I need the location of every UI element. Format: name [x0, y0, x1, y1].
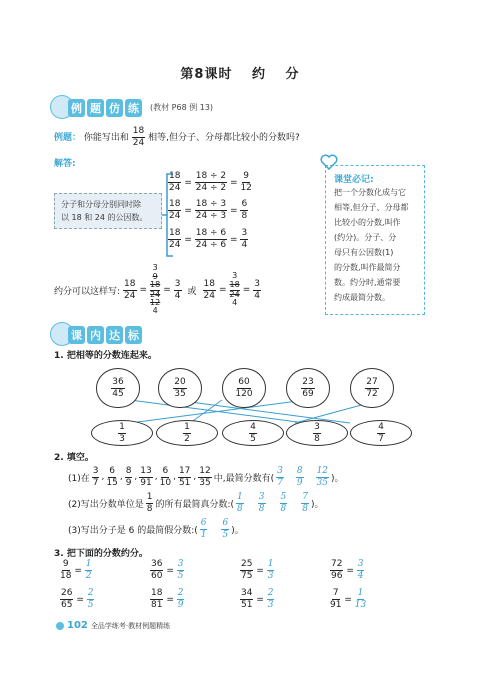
apple-card[interactable]: $\frac{60}{120}$ — [222, 368, 266, 408]
reduction-example: 约分可以这样写: $\frac{18}{24}$ = 3 9 18 24 12 4 = $\frac{3}{4}$ 或 $\frac{18}{24}$ = 3 18 24 4 = $\frac{3}{4}$ — [54, 263, 260, 316]
answer-fraction[interactable]: $\frac{3}{8}$ — [258, 491, 265, 514]
answer-fraction[interactable]: $\frac{12}{35}$ — [316, 465, 329, 488]
topic-char-1: 约 — [252, 67, 267, 82]
cancellation-stack: 3 18 24 4 — [229, 270, 240, 308]
reduction-grid — [60, 560, 420, 610]
question-3-label: 3. 把下面的分数约分。 — [54, 549, 148, 559]
apple-card[interactable]: $\frac{20}{35}$ — [158, 368, 202, 408]
answer-fraction[interactable]: $\frac{3}{7}$ — [277, 465, 283, 488]
apple-card[interactable]: $\frac{23}{69}$ — [286, 368, 330, 408]
apple-card[interactable]: $\frac{36}{45}$ — [96, 368, 140, 408]
question-2-label: 2. 填空。 — [54, 453, 94, 463]
answer-fraction[interactable]: $\frac{6}{1}$ — [200, 517, 207, 540]
answer-fraction[interactable]: $\frac{7}{8}$ — [302, 491, 308, 514]
plate-card[interactable]: $\frac{4}{7}$ — [350, 420, 412, 446]
footer — [56, 620, 170, 631]
reduction-item: $\frac{26}{65}$ = $\frac{2}{5}$ — [61, 588, 94, 610]
equation-list — [168, 172, 252, 257]
memo-heading: 课堂必记: — [334, 175, 374, 185]
lesson-title — [0, 63, 480, 82]
question-1-label: 1. 把相等的分数连起来。 — [54, 351, 157, 361]
textbook-reference: (教材 P68 例 13) — [150, 102, 214, 112]
section-title-practice: 课 内 达 标 — [68, 324, 144, 344]
section-header-example — [50, 94, 213, 120]
reduction-item: $\frac{25}{75}$ = $\frac{1}{3}$ — [241, 559, 274, 581]
reduction-item: $\frac{72}{96}$ = $\frac{3}{4}$ — [331, 559, 364, 581]
plate-card[interactable]: $\frac{1}{3}$ — [91, 420, 153, 446]
footer-text: 全品学练考·教材例题精练 — [90, 621, 171, 630]
answer-fraction[interactable]: $\frac{8}{9}$ — [296, 465, 303, 488]
answer-fraction[interactable]: $\frac{5}{8}$ — [280, 491, 287, 514]
q2-part-2: (2)写出分数单位是 $\frac{1}{8}$ 的所有最简真分数:( $\frac{1}{8}$ $\frac{3}{8}$ $\frac{5}{8}$ $\frac{7}{8}$ )。 — [68, 491, 324, 514]
footer-dot-icon — [56, 622, 64, 630]
topic-char-2: 分 — [285, 67, 300, 82]
reduction-item: $\frac{7}{91}$ = $\frac{1}{13}$ — [330, 588, 367, 610]
answer-fraction[interactable]: $\frac{1}{8}$ — [237, 491, 243, 514]
hint-note: 分子和分母分别同时除 以 18 和 24 的公因数。 — [54, 193, 162, 229]
equation-row: $\frac{18}{24}$ = $\frac{18 \div 6}{24 \div 6}$ = $\frac{3}{4}$ — [169, 228, 248, 250]
plate-card[interactable]: $\frac{1}{2}$ — [156, 420, 218, 446]
cancellation-stack: 3 9 18 24 12 4 — [150, 263, 161, 316]
q2-part-3: (3)写出分子是 6 的最简假分数:( $\frac{6}{1}$ $\frac{6}{5}$ )。 — [68, 517, 244, 540]
equation-row: $\frac{18}{24}$ = $\frac{18 \div 3}{24 \div 3}$ = $\frac{6}{8}$ — [169, 199, 248, 221]
answer-label: 解答: — [54, 159, 76, 169]
memo-box — [325, 165, 425, 315]
plate-card[interactable]: $\frac{4}{5}$ — [222, 420, 284, 446]
q2-part-1: (1)在 $\frac{3}{7}$ , $\frac{6}{15}$ , $\frac{8}{9}$ , $\frac{13}{91}$ , $\frac{6}{10}$ , $\frac{17}{51}$ , $\frac{12}{35}$ 中,最简分数有( $\frac{3}{7}$ $\frac{8}{9}$ $\frac{12}{35}$ )。 — [68, 465, 344, 488]
section-header-practice — [50, 321, 144, 347]
page-number: 102 — [67, 620, 88, 631]
example-question: 例题： 你能写出和 $\frac{18}{24}$ 相等,但分子、分母都比较小的分数吗? — [54, 126, 300, 148]
memo-body: 把一个分数化成与它 相等,但分子、分母都 比较小的分数,叫作 (约分)。分子、分 母只有公因数(1) 的分数,叫作最简分 数。约分时,通常要 约成最简分数。 — [334, 188, 409, 302]
reduction-item: $\frac{36}{60}$ = $\frac{3}{5}$ — [151, 559, 184, 581]
fraction: $\frac{18}{24}$ — [132, 126, 145, 148]
section-title-example: 例 题 仿 练 — [68, 97, 144, 117]
heart-icon — [320, 154, 338, 170]
plate-card[interactable]: $\frac{3}{8}$ — [286, 420, 348, 446]
apple-card[interactable]: $\frac{27}{72}$ — [350, 368, 394, 408]
answer-fraction[interactable]: $\frac{6}{5}$ — [222, 517, 229, 540]
reduction-item: $\frac{9}{18}$ = $\frac{1}{2}$ — [60, 559, 92, 581]
equation-row: $\frac{18}{24}$ = $\frac{18 \div 2}{24 \div 2}$ = $\frac{9}{12}$ — [169, 171, 252, 193]
reduction-item: $\frac{18}{81}$ = $\frac{2}{9}$ — [151, 588, 184, 610]
lesson-number: 第8课时 — [180, 67, 233, 82]
reduction-item: $\frac{34}{51}$ = $\frac{2}{3}$ — [241, 588, 274, 610]
